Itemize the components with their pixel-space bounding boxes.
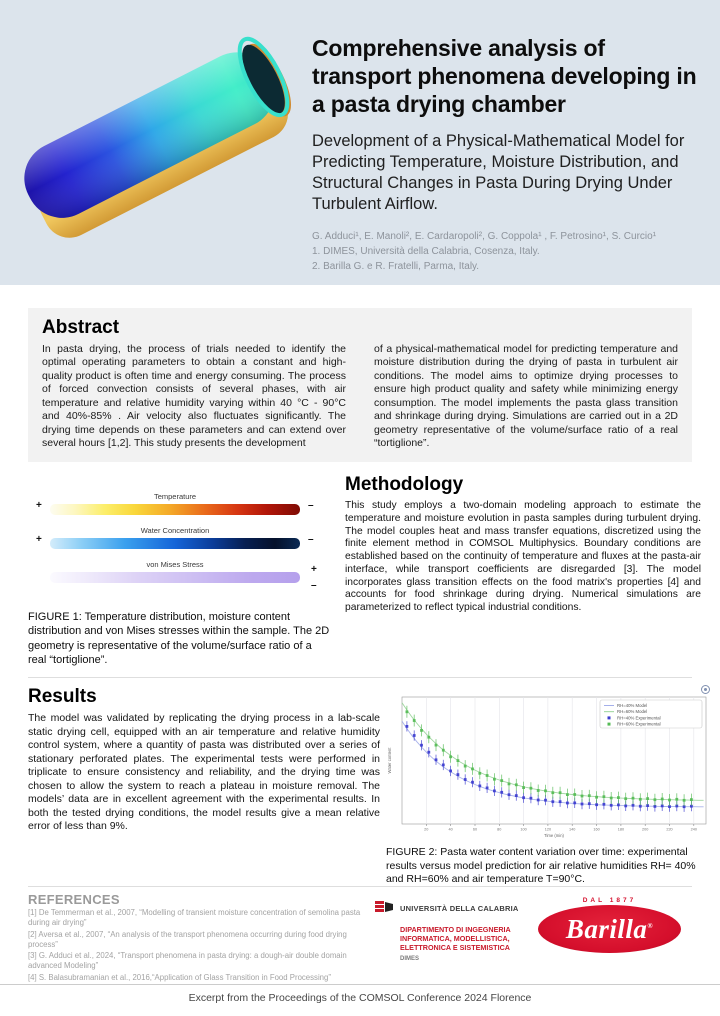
affiliation-2: 2. Barilla G. e R. Fratelli, Parma, Italy. <box>312 260 480 272</box>
results-section <box>28 686 380 834</box>
pasta-render-image <box>4 4 306 282</box>
svg-text:140: 140 <box>569 827 576 832</box>
unical-logo <box>375 901 543 962</box>
colorbar-temperature-label: Temperature <box>153 492 197 501</box>
abstract-column-1: In pasta drying, the process of trials needed to identify the optimal operating parameters to obtain a constant and high-quality product is often time and energy consuming. The process of forced convection consists of several phases, with air temperature and relative humidity varying within 40 °C - 90°C and 40%-85% . Air velocity also fluctuates significantly. The drying time depends on these parameters and can extend over several hours [1,2]. This study presents the development <box>42 343 346 450</box>
results-heading: Results <box>28 686 97 707</box>
references-section <box>28 892 366 983</box>
reference-item: [3] G. Adduci et al., 2024, “Transport phenomena in pasta drying: a dough-air double domain advanced Modeling” <box>28 951 347 971</box>
figure2-chart <box>386 693 712 839</box>
reference-item: [2] Aversa et al., 2007, “An analysis of the transport phenomena occurring during food drying process” <box>28 929 347 949</box>
figure1-caption: FIGURE 1: Temperature distribution, moisture content distribution and von Mises stresses within the sample. The 2D geometry is representative of the volume/surface ratio of a real “tortiglione”. <box>28 611 330 666</box>
barilla-ellipse <box>538 905 681 953</box>
affiliation-1: 1. DIMES, Università della Calabria, Cosenza, Italy. <box>312 245 540 257</box>
colorbar-water-row <box>28 526 344 560</box>
footer-bar <box>0 984 720 1004</box>
svg-text:Time (min): Time (min) <box>544 833 564 838</box>
figure2-block <box>386 684 712 887</box>
figure1-block <box>28 492 344 667</box>
footer-text: Excerpt from the Proceedings of the COMSOL Conference 2024 Florence <box>188 992 532 1004</box>
plus-sign: + <box>311 564 317 575</box>
svg-text:180: 180 <box>617 827 625 832</box>
colorbar-temperature-row <box>28 492 344 526</box>
unical-crest-icon <box>375 901 395 921</box>
von-mises-colorbar <box>50 572 300 583</box>
minus-sign: – <box>308 500 314 511</box>
svg-text:100: 100 <box>520 827 527 832</box>
svg-text:RH=40% Experimental: RH=40% Experimental <box>617 715 661 721</box>
svg-text:240: 240 <box>690 827 697 832</box>
methodology-body: This study employs a two-domain modeling approach to estimate the temperature and moisture evolution in pasta samples during turbulent drying. The model couples heat and mass transfer equations, discretized using the finite element method in COMSOL Multiphysics. Boundary conditions are established based on the continuity of temperature and fluxes at the pasta-air interface, while transport coefficients are disregarded [3]. The model incorporates glass transition effects on the food matrix's properties [4] and accounts for food shrinkage during drying. Numerical simulations are parameterized to reflect typical industrial conditions. <box>345 500 701 614</box>
figure2-caption: FIGURE 2: Pasta water content variation over time: experimental results versus model prediction for air relative humidities RH= 40% and RH=60% and air temperature T=90°C. <box>386 846 696 886</box>
reference-item: [4] S. Balasubramanian et al., 2016,“Application of Glass Transition in Food Processing” <box>28 972 331 982</box>
barilla-wordmark: Barilla® <box>565 913 654 944</box>
references-heading: REFERENCES <box>28 892 120 907</box>
poster-title: Comprehensive analysis of transport phenomena developing in a pasta drying chamber <box>312 35 697 118</box>
colorbar-vonmises-row <box>28 560 344 594</box>
abstract-heading: Abstract <box>42 317 120 338</box>
svg-text:60: 60 <box>472 827 478 832</box>
section-divider <box>28 677 692 678</box>
minus-sign: – <box>311 580 317 591</box>
abstract-section <box>28 308 692 462</box>
header-text-block <box>312 34 710 274</box>
methodology-section <box>345 474 701 615</box>
svg-text:220: 220 <box>666 827 673 832</box>
results-body: The model was validated by replicating the drying process in a lab-scale static drying cell, equipped with an air temperature and relative humidity control system, where a quantity of pasta was distributed over a series of stationary perforated plates. The experimental tests were performed in triplicate to ensure consistency and reliability, and the drying time was chosen to allow the system to reach a plateau in moisture removal. The models’ data are in excellent agreement with the experimental results. In both the tested drying conditions, the model results give a mean relative error of less than 9%. <box>28 712 380 833</box>
svg-text:120: 120 <box>544 827 552 832</box>
registered-mark-icon: ® <box>647 921 654 930</box>
abstract-column-2: of a physical-mathematical model for predicting temperature and moisture distribution during the drying of pasta in turbulent air conditions. The model aims to optimize drying processes to ensure high product quality and safety while minimizing energy consumption. The model implements the pasta glass transition and shrinkage during drying. Simulations are carried out in a 2D geometry representative of the volume/surface ratio of a real “tortiglione”. <box>374 343 678 450</box>
reference-item: [1] De Temmerman et al., 2007, “Modelling of transient moisture concentration of semolina pasta during air drying” <box>28 908 361 928</box>
barilla-logo <box>537 897 682 953</box>
colorbar-water-label: Water Concentration <box>140 526 210 535</box>
svg-text:40: 40 <box>448 827 453 832</box>
methodology-heading: Methodology <box>345 474 464 495</box>
section-divider <box>28 886 692 887</box>
temperature-colorbar <box>50 504 300 515</box>
svg-text:200: 200 <box>642 827 649 832</box>
figure2-corner-icon <box>701 685 710 694</box>
plus-sign: + <box>36 534 42 545</box>
water-concentration-colorbar <box>50 538 300 549</box>
svg-text:20: 20 <box>424 827 429 832</box>
barilla-dal-1877: DAL 1877 <box>582 897 637 904</box>
unical-name: UNIVERSITÀ DELLA CALABRIA <box>400 904 519 913</box>
svg-text:160: 160 <box>593 827 600 832</box>
authors-block <box>312 229 710 274</box>
plus-sign: + <box>36 500 42 511</box>
poster-subtitle: Development of a Physical-Mathematical Model for Predicting Temperature, Moisture Distribution, and Structural Changes in Pasta During Drying Under Turbulent Airflow. <box>312 132 685 214</box>
svg-text:80: 80 <box>497 827 502 832</box>
authors-line: G. Adduci¹, E. Manoli², E. Cardaropoli², G. Coppola¹ , F. Petrosino¹, S. Curcio¹ <box>312 230 657 242</box>
colorbar-vonmises-label: von Mises Stress <box>146 560 204 569</box>
svg-text:Water content: Water content <box>387 747 392 774</box>
svg-text:RH=60% Model: RH=60% Model <box>617 709 648 715</box>
unical-abbreviation: DIMES <box>400 956 420 962</box>
minus-sign: – <box>308 534 314 545</box>
unical-department: DIPARTIMENTO DI INGEGNERIA INFORMATICA, MODELLISTICA, ELETTRONICA E SISTEMISTICA <box>400 925 511 952</box>
svg-text:RH=40% Model: RH=40% Model <box>617 702 648 708</box>
svg-text:RH=60% Experimental: RH=60% Experimental <box>617 721 661 727</box>
